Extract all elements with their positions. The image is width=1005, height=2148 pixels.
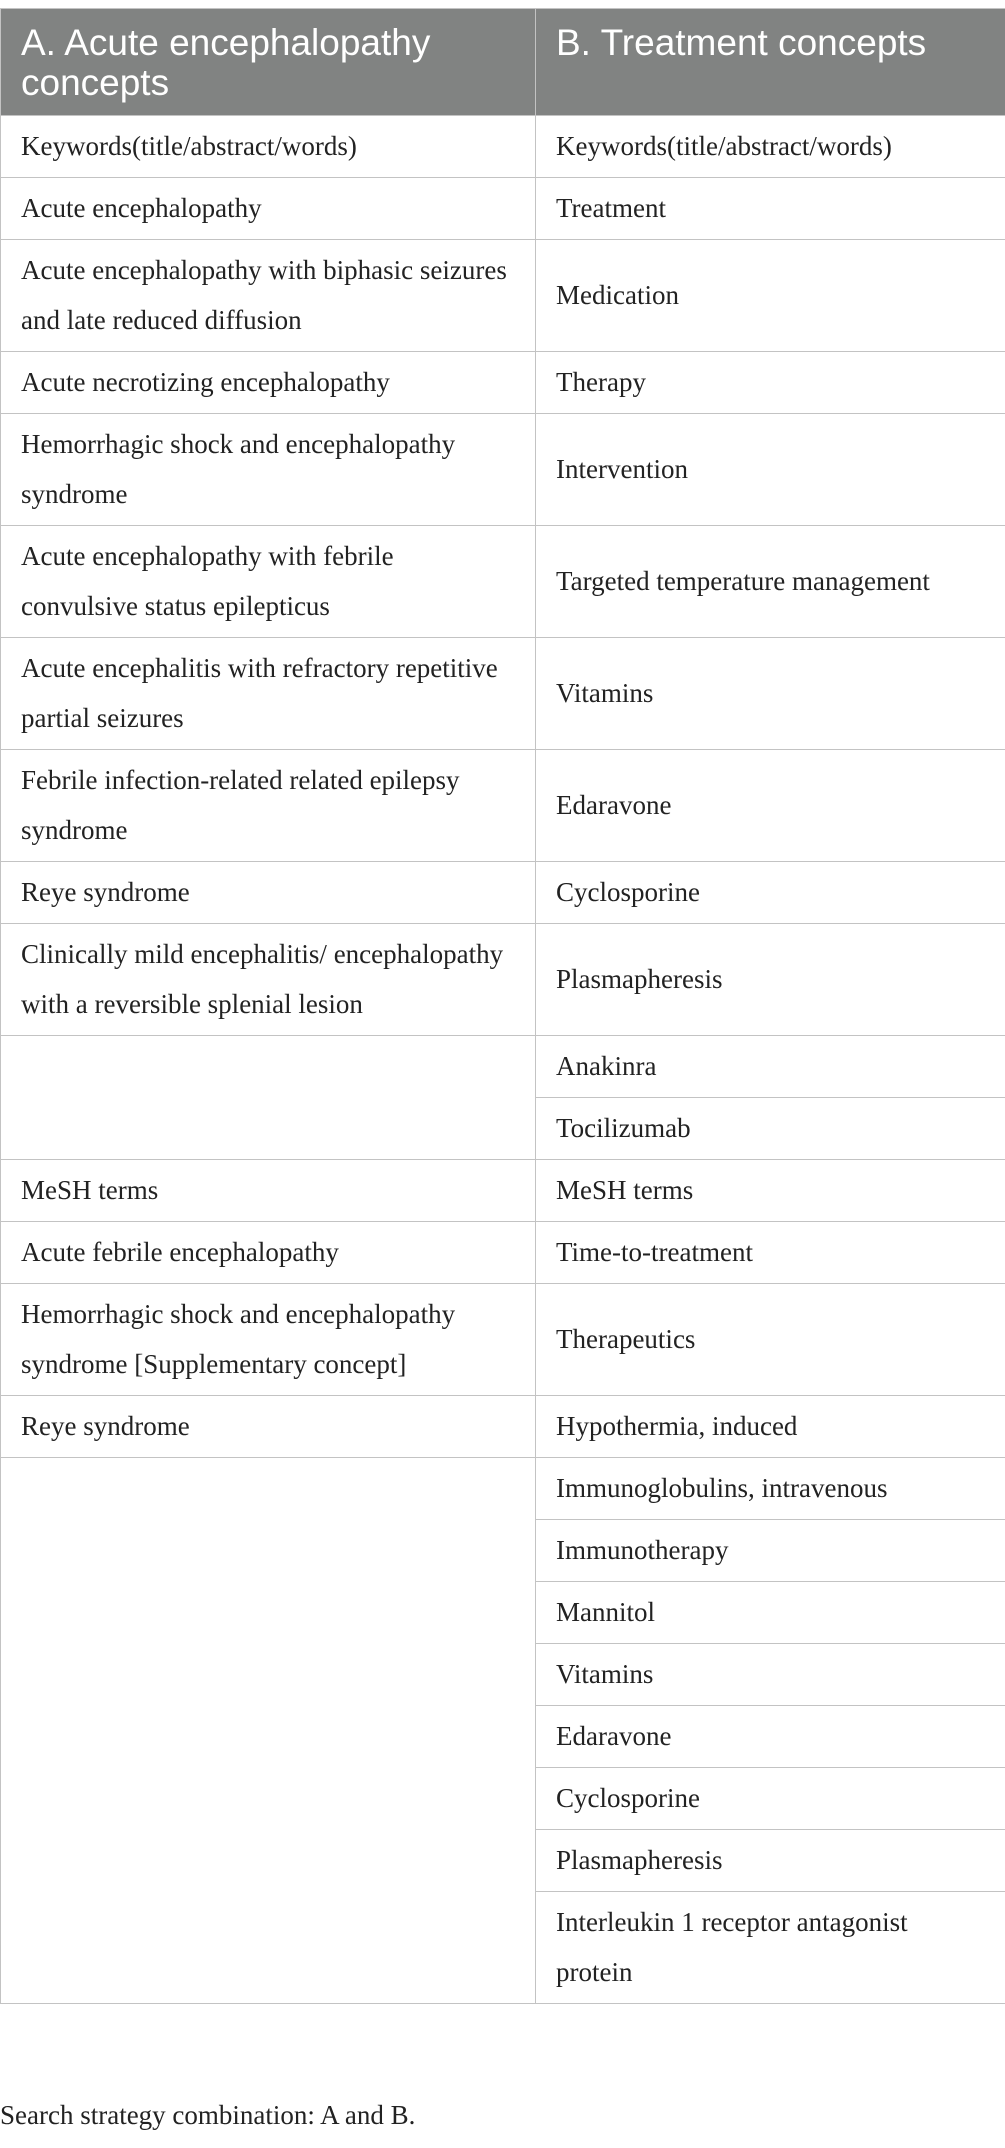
table-row bbox=[1, 178, 1005, 240]
concept-a-cell: Acute encephalopathy with febrile convulsive status epilepticus bbox=[1, 526, 536, 638]
concept-a-cell: Acute encephalopathy bbox=[1, 178, 536, 240]
concept-a-cell: Acute febrile encephalopathy bbox=[1, 1222, 536, 1284]
concept-a-cell: MeSH terms bbox=[1, 1160, 536, 1222]
table-row bbox=[1, 862, 1005, 924]
table-row bbox=[1, 352, 1005, 414]
concept-b-cell: Vitamins bbox=[536, 1644, 1005, 1706]
table-row bbox=[1, 1284, 1005, 1396]
column-header-a: A. Acute encephalopathy concepts bbox=[1, 9, 536, 116]
concept-a-cell bbox=[1, 1036, 536, 1160]
concept-b-cell: Medication bbox=[536, 240, 1005, 352]
table-row bbox=[1, 116, 1005, 178]
concept-b-cell: Therapy bbox=[536, 352, 1005, 414]
concept-a-cell bbox=[1, 1458, 536, 2004]
concept-a-cell: Clinically mild encephalitis/ encephalopathy with a reversible splenial lesion bbox=[1, 924, 536, 1036]
concept-b-cell: Interleukin 1 receptor antagonist protein bbox=[536, 1892, 1005, 2004]
concept-b-cell: MeSH terms bbox=[536, 1160, 1005, 1222]
table-row bbox=[1, 750, 1005, 862]
table-row bbox=[1, 924, 1005, 1036]
concept-b-cell: Therapeutics bbox=[536, 1284, 1005, 1396]
table-footnote: Search strategy combination: A and B. bbox=[0, 2100, 416, 2130]
table-row bbox=[1, 638, 1005, 750]
concept-a-cell: Acute encephalopathy with biphasic seizures and late reduced diffusion bbox=[1, 240, 536, 352]
concept-b-cell: Time-to-treatment bbox=[536, 1222, 1005, 1284]
table-body bbox=[1, 116, 1005, 2004]
table-row bbox=[1, 1036, 1005, 1098]
concept-a-cell: Acute encephalitis with refractory repetitive partial seizures bbox=[1, 638, 536, 750]
concept-b-cell: Edaravone bbox=[536, 750, 1005, 862]
concept-a-cell: Reye syndrome bbox=[1, 862, 536, 924]
concept-b-cell: Immunotherapy bbox=[536, 1520, 1005, 1582]
table-row bbox=[1, 1160, 1005, 1222]
table-row bbox=[1, 1222, 1005, 1284]
table-row bbox=[1, 240, 1005, 352]
concept-a-cell: Reye syndrome bbox=[1, 1396, 536, 1458]
concept-b-cell: Plasmapheresis bbox=[536, 1830, 1005, 1892]
concept-b-cell: Plasmapheresis bbox=[536, 924, 1005, 1036]
concept-b-cell: Anakinra bbox=[536, 1036, 1005, 1098]
concept-b-cell: Intervention bbox=[536, 414, 1005, 526]
column-header-b: B. Treatment concepts bbox=[536, 9, 1005, 116]
concept-a-cell: Hemorrhagic shock and encephalopathy syndrome bbox=[1, 414, 536, 526]
concept-b-cell: Cyclosporine bbox=[536, 862, 1005, 924]
concept-a-cell: Hemorrhagic shock and encephalopathy syndrome [Supplementary concept] bbox=[1, 1284, 536, 1396]
concept-b-cell: Vitamins bbox=[536, 638, 1005, 750]
concept-b-cell: Keywords(title/abstract/words) bbox=[536, 116, 1005, 178]
table-row bbox=[1, 1458, 1005, 1520]
table-row bbox=[1, 414, 1005, 526]
table-row bbox=[1, 1396, 1005, 1458]
concept-b-cell: Tocilizumab bbox=[536, 1098, 1005, 1160]
concept-b-cell: Mannitol bbox=[536, 1582, 1005, 1644]
concept-b-cell: Treatment bbox=[536, 178, 1005, 240]
concept-a-cell: Acute necrotizing encephalopathy bbox=[1, 352, 536, 414]
concept-a-cell: Febrile infection-related related epilepsy syndrome bbox=[1, 750, 536, 862]
table-row bbox=[1, 526, 1005, 638]
concept-b-cell: Immunoglobulins, intravenous bbox=[536, 1458, 1005, 1520]
concept-b-cell: Hypothermia, induced bbox=[536, 1396, 1005, 1458]
concept-b-cell: Cyclosporine bbox=[536, 1768, 1005, 1830]
concept-a-cell: Keywords(title/abstract/words) bbox=[1, 116, 536, 178]
concept-b-cell: Edaravone bbox=[536, 1706, 1005, 1768]
concepts-table bbox=[0, 8, 1005, 2004]
table-header-row bbox=[1, 9, 1005, 116]
concept-b-cell: Targeted temperature management bbox=[536, 526, 1005, 638]
